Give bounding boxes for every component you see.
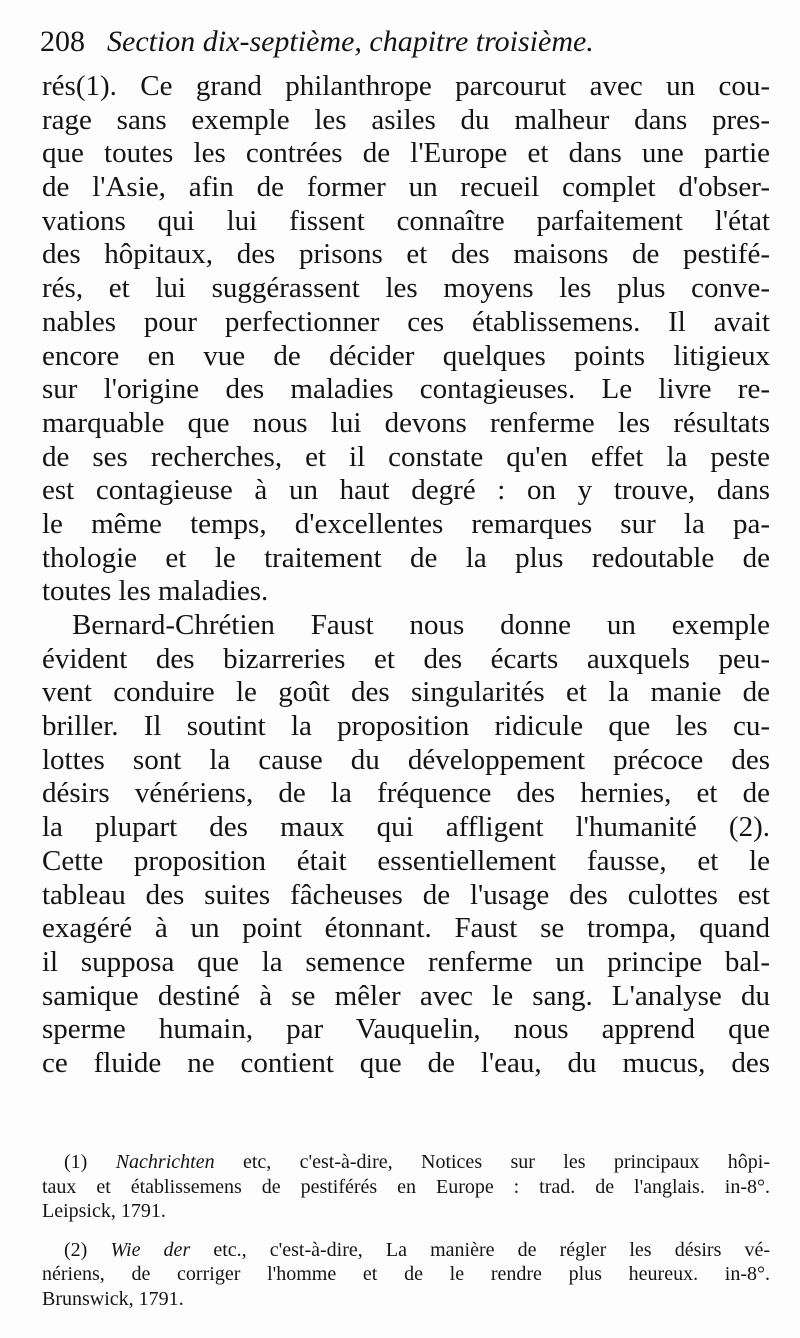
text-line: briller. Il soutint la proposition ridicule que les cu-	[42, 710, 770, 743]
text-line: tableau des suites fâcheuses de l'usage des culottes est	[42, 878, 770, 911]
footnote-2	[42, 1238, 770, 1312]
footnote-text: etc, c'est-à-dire, Notices sur les principaux hôpi-	[242, 1151, 770, 1173]
text-line: encore en vue de décider quelques points litigieux	[42, 339, 770, 372]
text-line: de l'Asie, afin de former un recueil complet d'obser-	[42, 171, 770, 204]
page-header	[40, 22, 594, 62]
text-line: lottes sont la cause du développement précoce des	[42, 743, 770, 776]
text-line: ce fluide ne contient que de l'eau, du mucus, des	[42, 1046, 770, 1079]
text-line: vations qui lui fissent connaître parfaitement l'état	[42, 204, 770, 237]
text-line: samique destiné à se mêler avec le sang. L'analyse du	[42, 979, 770, 1012]
text-line: la plupart des maux qui affligent l'humanité (2).	[42, 811, 770, 844]
text-line: rage sans exemple les asiles du malheur dans pres-	[42, 103, 770, 136]
text-line: marquable que nous lui devons renferme les résultats	[42, 406, 770, 439]
text-line: désirs vénériens, de la fréquence des hernies, et de	[42, 777, 770, 810]
footnote-line: Brunswick, 1791.	[42, 1287, 184, 1310]
body-text	[42, 70, 770, 1081]
text-line: de ses recherches, et il constate qu'en effet la peste	[42, 440, 770, 473]
text-line: thologie et le traitement de la plus redoutable de	[42, 541, 770, 574]
text-line: rés(1). Ce grand philanthrope parcourut avec un cou-	[42, 70, 770, 102]
page-number: 208	[40, 25, 85, 58]
text-line: nables pour perfectionner ces établissemens. Il avait	[42, 305, 770, 338]
text-line: sperme humain, par Vauquelin, nous apprend que	[42, 1013, 770, 1046]
footnote-1	[42, 1150, 770, 1224]
text-line: sur l'origine des maladies contagieuses. Le livre re-	[42, 373, 770, 406]
text-line: le même temps, d'excellentes remarques sur la pa-	[42, 507, 770, 540]
paragraph-end-line: toutes les maladies.	[42, 575, 269, 608]
text-line: exagéré à un point étonnant. Faust se trompa, quand	[42, 912, 770, 945]
text-line: rés, et lui suggérassent les moyens les plus conve-	[42, 272, 770, 305]
footnote-marker: (1)	[64, 1151, 88, 1173]
text-line: des hôpitaux, des prisons et des maisons de pestifé-	[42, 238, 770, 271]
footnote-line	[42, 1150, 770, 1175]
footnote-work-title: Wie der	[110, 1238, 191, 1261]
text-line: que toutes les contrées de l'Europe et dans une partie	[42, 137, 770, 170]
footnote-marker: (2)	[64, 1238, 88, 1261]
text-line: Cette proposition était essentiellement fausse, et le	[42, 844, 770, 877]
running-title: Section dix-septième, chapitre troisième.	[107, 25, 594, 58]
footnotes	[42, 1150, 770, 1311]
footnote-line: nériens, de corriger l'homme et de le rendre plus heureux. in-8°.	[42, 1263, 770, 1285]
footnote-line: Leipsick, 1791.	[42, 1200, 166, 1222]
paragraph-start-line: Bernard-Chrétien Faust nous donne un exemple	[72, 609, 770, 641]
text-line: vent conduire le goût des singularités et la manie de	[42, 676, 770, 709]
footnote-text: etc., c'est-à-dire, La manière de régler les désirs vé-	[213, 1238, 771, 1261]
footnote-work-title: Nachrichten	[115, 1151, 215, 1173]
text-line: il supposa que la semence renferme un principe bal-	[42, 945, 770, 978]
footnote-line	[42, 1238, 770, 1263]
footnote-line: taux et établissemens de pestiférés en Europe : trad. de l'anglais. in-8°.	[42, 1175, 770, 1198]
text-line: est contagieuse à un haut degré : on y trouve, dans	[42, 474, 770, 507]
text-line: évident des bizarreries et des écarts auxquels peu-	[42, 642, 770, 675]
footnote-spacer	[42, 1224, 770, 1238]
